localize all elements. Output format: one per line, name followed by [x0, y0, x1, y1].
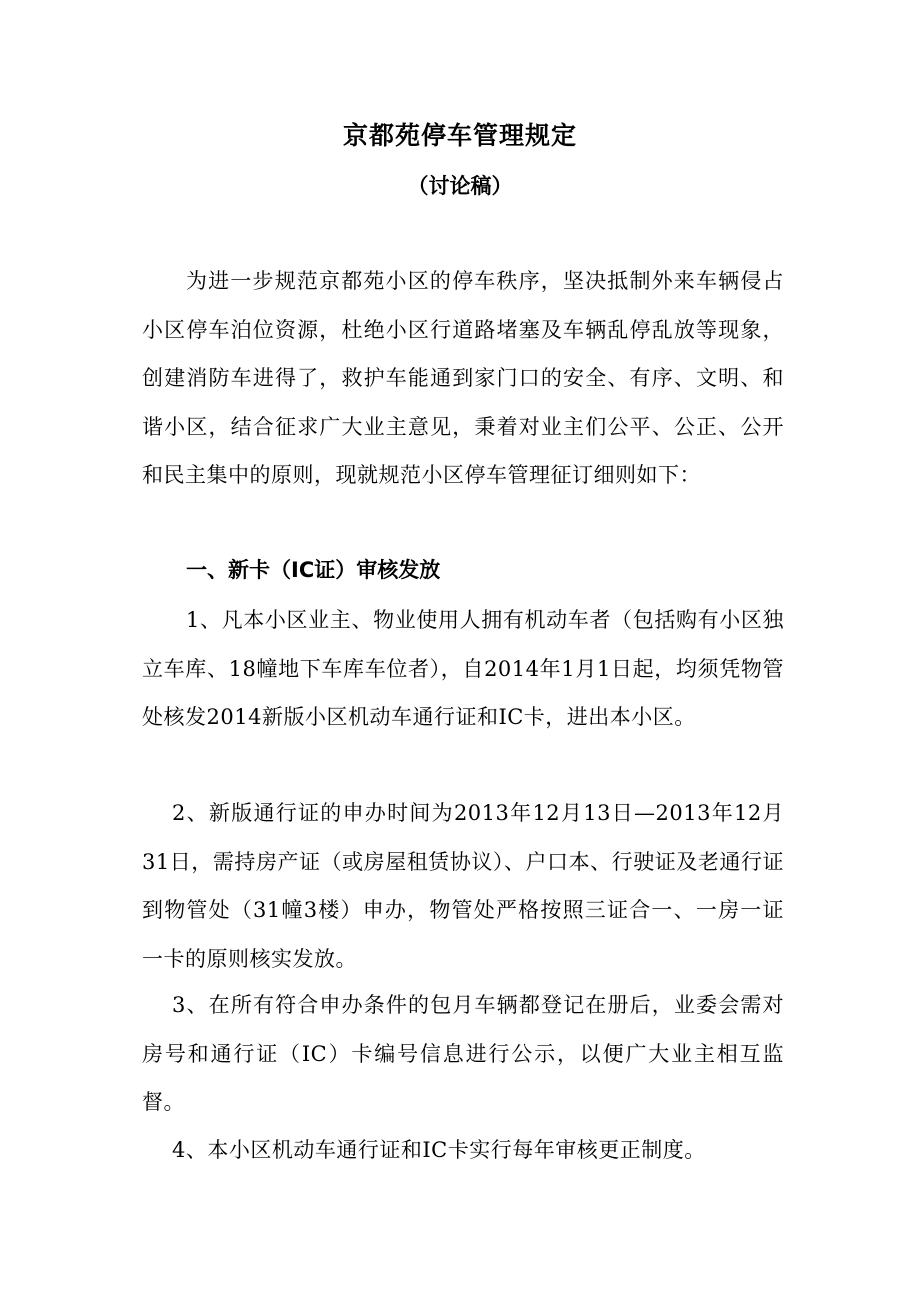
- item-paragraph-2: 2、新版通行证的申办时间为2013年12月13日—2013年12月31日，需持房产证（或房屋租赁协议）、户口本、行驶证及老通行证到物管处（31幢3楼）申办，物管处严格按照三证合一、一房一证一卡的原则核实发放。: [142, 801, 784, 971]
- item-paragraph-3: 3、在所有符合申办条件的包月车辆都登记在册后，业委会需对房号和通行证（IC）卡编号信息进行公示，以便广大业主相互监督。: [142, 993, 784, 1114]
- document-title: 京都苑停车管理规定: [342, 121, 577, 150]
- section-heading: 一、新卡（IC证）审核发放: [186, 558, 441, 582]
- document-subtitle: （讨论稿）: [407, 174, 513, 198]
- item-paragraph-1: 1、凡本小区业主、物业使用人拥有机动车者（包括购有小区独立车库、18幢地下车库车位者），自2014年1月1日起，均须凭物管处核发2014新版小区机动车通行证和IC卡，进出本小区。: [142, 608, 784, 729]
- intro-paragraph: 为进一步规范京都苑小区的停车秩序，坚决抵制外来车辆侵占小区停车泊位资源，杜绝小区行道路堵塞及车辆乱停乱放等现象，创建消防车进得了，救护车能通到家门口的安全、有序、文明、和谐小区，结合征求广大业主意见，秉着对业主们公平、公正、公开和民主集中的原则，现就规范小区停车管理征订细则如下：: [142, 269, 784, 487]
- item-paragraph-4: 4、本小区机动车通行证和IC卡实行每年审核更正制度。: [172, 1138, 706, 1162]
